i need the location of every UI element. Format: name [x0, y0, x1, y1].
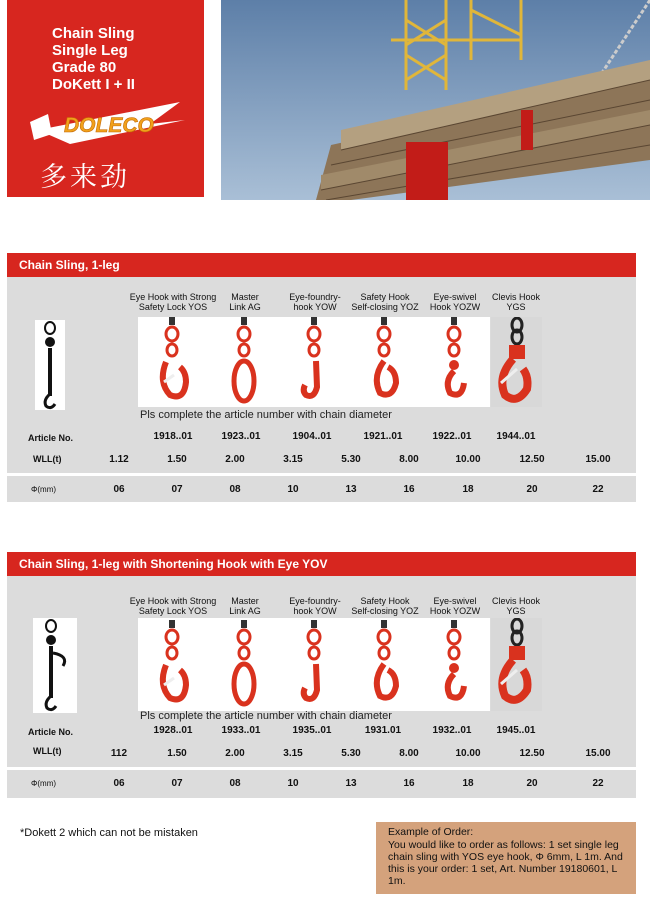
diameter-value: 22 [592, 778, 604, 789]
wll-value: 10.00 [455, 748, 481, 759]
master-link-icon [234, 317, 254, 401]
order-example-text: You would like to order as follows: 1 set single leg chain sling with YOS eye hook, Φ 6mm, L 1m. And this is your order: 1 set, Art. Number 19180601, L 1m. [388, 839, 623, 887]
wll-label: WLL(t) [33, 454, 62, 464]
section-body [7, 277, 636, 502]
wll-value: 12.50 [519, 748, 545, 759]
sling-shortening-icon [33, 618, 77, 713]
article-number: 1923..01 [221, 431, 261, 442]
logo-text: DOLECO [64, 114, 154, 137]
brand-title-line: Grade 80 [52, 59, 117, 76]
wll-value: 3.15 [283, 454, 303, 465]
wll-value: 112 [110, 748, 128, 759]
article-label: Article No. [28, 433, 74, 443]
article-label: Article No. [28, 727, 74, 737]
article-note: Pls complete the article number with chain diameter [140, 409, 392, 421]
diameter-value: 13 [345, 778, 357, 789]
diameter-value: 07 [171, 484, 183, 495]
column-label: Eye-foundry-hook YOW [289, 292, 341, 312]
diameter-value: 18 [462, 484, 474, 495]
diameter-value: 22 [592, 484, 604, 495]
article-number: 1904..01 [292, 431, 332, 442]
wll-label: WLL(t) [33, 746, 62, 756]
diameter-value: 16 [403, 778, 415, 789]
hook-row [138, 618, 490, 711]
wll-value: 8.00 [399, 454, 419, 465]
clevis-hook-icon [491, 618, 542, 711]
article-number: 1922..01 [432, 431, 472, 442]
safety-hook-icon [377, 317, 396, 395]
column-label: Clevis Hook YGS [491, 596, 540, 616]
wll-value: 1.50 [167, 454, 187, 465]
diameter-label: Φ(mm) [31, 485, 57, 494]
article-number: 1933..01 [221, 725, 261, 736]
diameter-value: 20 [526, 484, 538, 495]
crane-photo [221, 0, 650, 200]
wll-value: 5.30 [341, 454, 361, 465]
yos-hook-icon [163, 317, 186, 396]
clevis-hook-panel [491, 317, 542, 407]
wll-value: 15.00 [585, 748, 611, 759]
eye-swivel-hook-icon [448, 620, 464, 698]
column-label: Master Link AG [229, 596, 261, 616]
diameter-value: 08 [229, 778, 241, 789]
column-label: Master Link AG [229, 292, 261, 312]
order-example-title: Example of Order: [388, 826, 474, 838]
article-number: 1944..01 [496, 431, 536, 442]
eye-foundry-hook-icon [304, 317, 320, 396]
brand-title [52, 25, 135, 93]
wll-value: 15.00 [585, 454, 611, 465]
brand-title-line: Chain Sling [52, 25, 135, 42]
brand-title-line: DoKett I + II [52, 76, 135, 93]
section-title: Chain Sling, 1-leg [7, 253, 636, 277]
wll-value: 1.12 [109, 454, 129, 465]
diameter-value: 08 [229, 484, 241, 495]
diameter-value: 18 [462, 778, 474, 789]
diameter-value: 06 [113, 484, 125, 495]
diameter-value: 20 [526, 778, 538, 789]
article-note: Pls complete the article number with chain diameter [140, 710, 392, 722]
eye-swivel-hook-icon [448, 317, 464, 395]
brand-title-line: Single Leg [52, 42, 128, 59]
article-number: 1918..01 [153, 431, 193, 442]
article-number: 1945..01 [496, 725, 536, 736]
column-label: Safety Hook Self-closing YOZ [351, 596, 419, 616]
wll-value: 2.00 [225, 748, 245, 759]
column-label: Eye-swivel Hook YOZW [429, 292, 481, 312]
article-number: 1931.01 [364, 725, 402, 736]
article-number: 1928..01 [153, 725, 193, 736]
clevis-hook-icon [491, 317, 542, 407]
diameter-value: 07 [171, 778, 183, 789]
yos-hook-icon [163, 620, 186, 699]
section-body [7, 576, 636, 798]
column-label: Eye-swivel Hook YOZW [429, 596, 481, 616]
row-separator [7, 767, 636, 770]
wll-value: 2.00 [225, 454, 245, 465]
sling-1-leg-icon [35, 320, 65, 410]
wll-value: 1.50 [167, 748, 187, 759]
diameter-label: Φ(mm) [31, 779, 57, 788]
column-label: Safety Hook Self-closing YOZ [351, 292, 419, 312]
hook-row [138, 317, 490, 407]
wll-value: 3.15 [283, 748, 303, 759]
eye-foundry-hook-icon [304, 620, 320, 699]
article-number: 1932..01 [432, 725, 472, 736]
footnote: *Dokett 2 which can not be mistaken [20, 827, 198, 839]
column-label: Clevis Hook YGS [491, 292, 540, 312]
diameter-value: 10 [287, 778, 299, 789]
diameter-value: 13 [345, 484, 357, 495]
hook-images-panel [138, 317, 490, 407]
doleco-logo [30, 100, 190, 145]
wll-value: 8.00 [399, 748, 419, 759]
column-label: Eye Hook with Strong Safety Lock YOS [129, 292, 217, 312]
clevis-hook-panel [491, 618, 542, 711]
column-label: Eye Hook with Strong Safety Lock YOS [129, 596, 217, 616]
wll-value: 10.00 [455, 454, 481, 465]
column-label: Eye-foundry-hook YOW [289, 596, 341, 616]
diameter-value: 06 [113, 778, 125, 789]
chinese-brand-name: 多来劲 [40, 162, 130, 193]
safety-hook-icon [377, 620, 396, 698]
row-separator [7, 473, 636, 476]
wll-value: 12.50 [519, 454, 545, 465]
wll-value: 5.30 [341, 748, 361, 759]
order-example-box [376, 822, 636, 894]
article-number: 1935..01 [292, 725, 332, 736]
section-title: Chain Sling, 1-leg with Shortening Hook with Eye YOV [7, 552, 636, 576]
hook-images-panel [138, 618, 490, 711]
article-number: 1921..01 [363, 431, 403, 442]
diameter-value: 10 [287, 484, 299, 495]
master-link-icon [234, 620, 254, 704]
diameter-value: 16 [403, 484, 415, 495]
